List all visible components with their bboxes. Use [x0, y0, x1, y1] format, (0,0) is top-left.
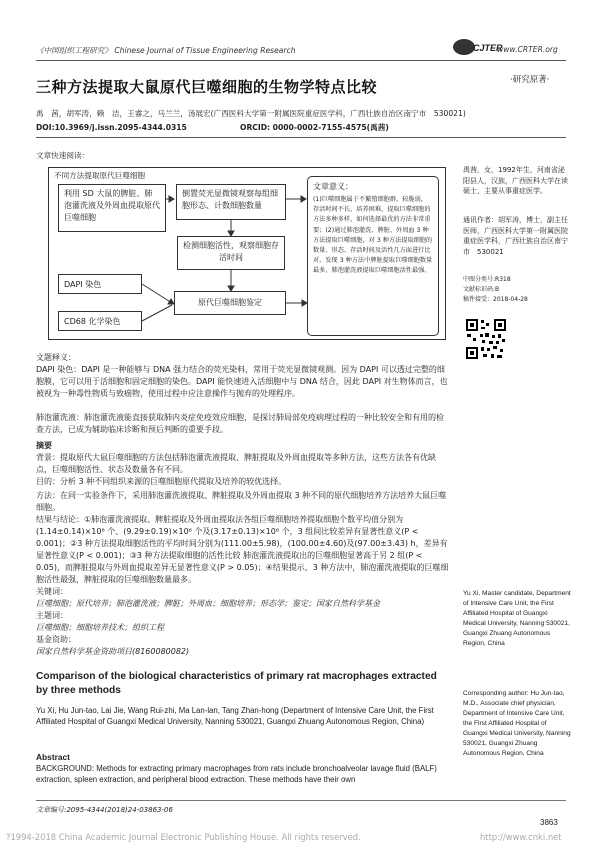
abstract-heading-cn: 摘要	[36, 441, 52, 450]
english-title: Comparison of the biological characteristics of primary rat macrophages extracted by three methods	[36, 671, 437, 696]
qr-code-icon	[465, 318, 507, 360]
significance-body: (1)巨噬细胞属于不繁殖细胞群，较脆弱，存活时间不长，培养困难，提取巨噬细胞的方法多种多样，如何选择最优的方法非常重要；(2)通过肺泡灌洗、脾脏、外周血 3 种方法提取巨噬细胞，对 3 种方法提取细胞的数量、形态、存活时间及活性几方面进行比对，发现 3 种方法中脾脏提取巨噬细胞数量最多，肺泡灌洗液提取巨噬细胞活性最强。	[313, 196, 433, 275]
journal-name-en: Chinese Journal of Tissue Engineering Research	[114, 46, 296, 55]
flowchart-title: 不同方法提取原代巨噬细胞	[54, 171, 146, 180]
journal-header	[36, 45, 296, 56]
fund: 国家自然科学基金资助项目(8160080082)	[36, 647, 190, 656]
glossary-balf: 肺泡灌洗液：肺泡灌洗液能直接获取肺内炎症免疫效应细胞，是探讨肺局部免疫病理过程的一种比较安全和有用的检查方法，已成为辅助临床诊断和预后判断的重要手段。	[36, 413, 444, 434]
english-authors: Yu Xi, Hu Jun-tao, Lai Jie, Wang Rui-zhi, Ma Lan-lan, Tang Zhan-hong (Department of Intensive Care Unit, the First Affiliated Hospital of Guangxi Medical University, Nanning 530021, Guangxi Zhuang Autonomous Region, China)	[36, 706, 434, 726]
english-background: BACKGROUND: Methods for extracting primary macrophages from rats include bronchoalveolar lavage fluid (BALF) extraction, spleen extraction, and peripheral blood extraction. These methods have their own	[36, 764, 437, 784]
topics-label: 主题词：	[36, 611, 68, 620]
classification	[463, 275, 528, 305]
article-category: ·研究原著·	[510, 75, 550, 85]
journal-name-cn: 《中国组织工程研究》	[36, 46, 112, 55]
journal-logo	[452, 38, 503, 56]
corresponding-author: 通讯作者：胡军涛，博士，副主任医师，广西医科大学第一附属医院重症医学科，广西壮族自治区南宁市 530021	[463, 216, 568, 256]
journal-website[interactable]: www.CRTER.org	[497, 45, 558, 54]
logo-text: CJTER	[473, 43, 503, 53]
author-line: 禹 茜，胡军涛，赖 洁，王睿之，马兰兰，汤展宏(广西医科大学第一附属医院重症医学科，广西壮族自治区南宁市 530021)	[36, 109, 466, 118]
ident-cd68: CD68 化学染色	[58, 311, 142, 331]
qr-code[interactable]	[465, 318, 507, 364]
arrowhead-viability-identify	[228, 286, 234, 291]
abstract-methods: 方法：在同一实验条件下，采用肺泡灌洗液提取、脾脏提取及外周血提取 3 种不同的原代细胞培养方法培养大鼠巨噬细胞。	[36, 491, 447, 512]
step-observe: 倒置荧光显微镜观察每组细胞形态、计数细胞数量	[176, 184, 286, 220]
step-identify: 原代巨噬细胞鉴定	[174, 291, 286, 315]
doc-code: 文献标识码:B	[463, 286, 500, 293]
significance-title: 文章意义：	[313, 182, 353, 191]
glossary-heading: 文题释义：	[36, 353, 76, 362]
logo-icon	[452, 38, 503, 56]
arrowhead-observe-viability	[228, 231, 234, 236]
author-bio: 禹茜，女，1992年生，河南省泌阳县人，汉族，广西医科大学在读硕士，主要从事重症医学。	[463, 166, 568, 195]
glossary-dapi: DAPI 染色：DAPI 是一种能够与 DNA 强力结合的荧光染料，常用于荧光显微镜观测。因为 DAPI 可以透过完整的细胞膜，它可以用于活细胞和固定细胞的染色。DAPI 能快速进入活细胞中与 DNA 结合，因此 DAPI 对生物体而言，也被视为一种毒性物质与致癌物，使用过程中应注意操作与抛弃的处理程序。	[36, 365, 448, 398]
flowchart-arrows	[48, 167, 448, 342]
quick-read-heading: 文章快速阅读：	[36, 151, 90, 160]
english-abstract-heading: Abstract	[36, 752, 70, 762]
page-number: 3863	[540, 818, 558, 827]
arrowhead-identify-significance	[302, 300, 307, 306]
step-extract: 利用 SD 大鼠的脾脏、肺泡灌洗液及外周血提取原代巨噬细胞	[58, 184, 166, 232]
step-viability: 检测细胞活性，观察细胞存活时间	[177, 236, 285, 270]
article-title: 三种方法提取大鼠原代巨噬细胞的生物学特点比较	[36, 78, 378, 96]
corresponding-author-en: Corresponding author: Hu Jun-tao, M.D., Associate chief physician, Department of Intensive Care Unit, the First Affiliated Hospital of Guangxi Medical University, Nanning 530021, Guangxi Zhuang Autonomous Region, China	[463, 690, 571, 757]
copyright: ?1994-2018 China Academic Journal Electronic Publishing House. All rights reserved.	[6, 832, 361, 842]
fund-label: 基金资助：	[36, 635, 76, 644]
article-number: 文章编号:2095-4344(2018)24-03863-06	[36, 806, 173, 814]
abstract-objective: 目的：分析 3 种不同组织来源的巨噬细胞原代提取及培养的较优选择。	[36, 477, 287, 486]
abstract-results: 结果与结论：①肺泡灌洗液提取、脾脏提取及外周血提取法各组巨噬细胞培养提取细胞个数平均值分别为(1.14±0.14)×10⁶ 个、(9.29±0.19)×10⁶ 个及(3.17±0.13)×10⁶ 个，3 组间比较差异有显著性意义(P < 0.001)；②3 种方法提取细胞活性的平均时间分别为(111.00±5.98)，(100.00±4.60)及(97.00±3.43) h，差异有显著性意义(P < 0.001)；③3 种方法提取细胞的活性比较 肺泡灌洗液提取出的巨噬细胞显著高于另 2 组(P < 0.05)，而脾脏提取与外周血提取差异无显著性意义(P > 0.05)；④结果提示，3 种方法中，肺泡灌洗液提取的巨噬细胞活性最强，脾脏提取的巨噬细胞数量最多。	[36, 515, 449, 584]
keywords: 巨噬细胞；原代培养；肺泡灌洗液；脾脏；外周血；细胞培养；形态学；鉴定；国家自然科学基金	[36, 599, 380, 608]
cnki-link[interactable]: http://www.cnki.net	[480, 832, 562, 842]
keywords-label: 关键词：	[36, 587, 68, 596]
author-bio-en: Yu Xi, Master candidate, Department of Intensive Care Unit, the First Affiliated Hospital of Guangxi Medical University, Nanning 530021, Guangxi Zhuang Autonomous Region, China	[463, 590, 571, 647]
arrowhead-observe-significance	[301, 196, 306, 202]
clc-number: 中图分类号:R318	[463, 276, 511, 283]
orcid[interactable]: ORCID: 0000-0002-7155-4575(禹茜)	[240, 123, 389, 132]
ident-dapi: DAPI 染色	[58, 274, 142, 294]
abstract-background: 背景：提取原代大鼠巨噬细胞的方法包括肺泡灌洗液提取、脾脏提取及外周血提取等多种方法，这些方法各有优缺点，巨噬细胞活性、状态及数量各有不同。	[36, 453, 436, 474]
arrowhead-extract-observe	[169, 196, 174, 202]
topics: 巨噬细胞；细胞培养技术；组织工程	[36, 623, 164, 632]
doi[interactable]: DOI:10.3969/j.issn.2095-4344.0315	[36, 123, 187, 132]
received-date: 稿件接受：2018-04-28	[463, 296, 528, 303]
arrow-dapi-identify	[142, 284, 172, 303]
arrow-cd68-identify	[142, 305, 172, 321]
